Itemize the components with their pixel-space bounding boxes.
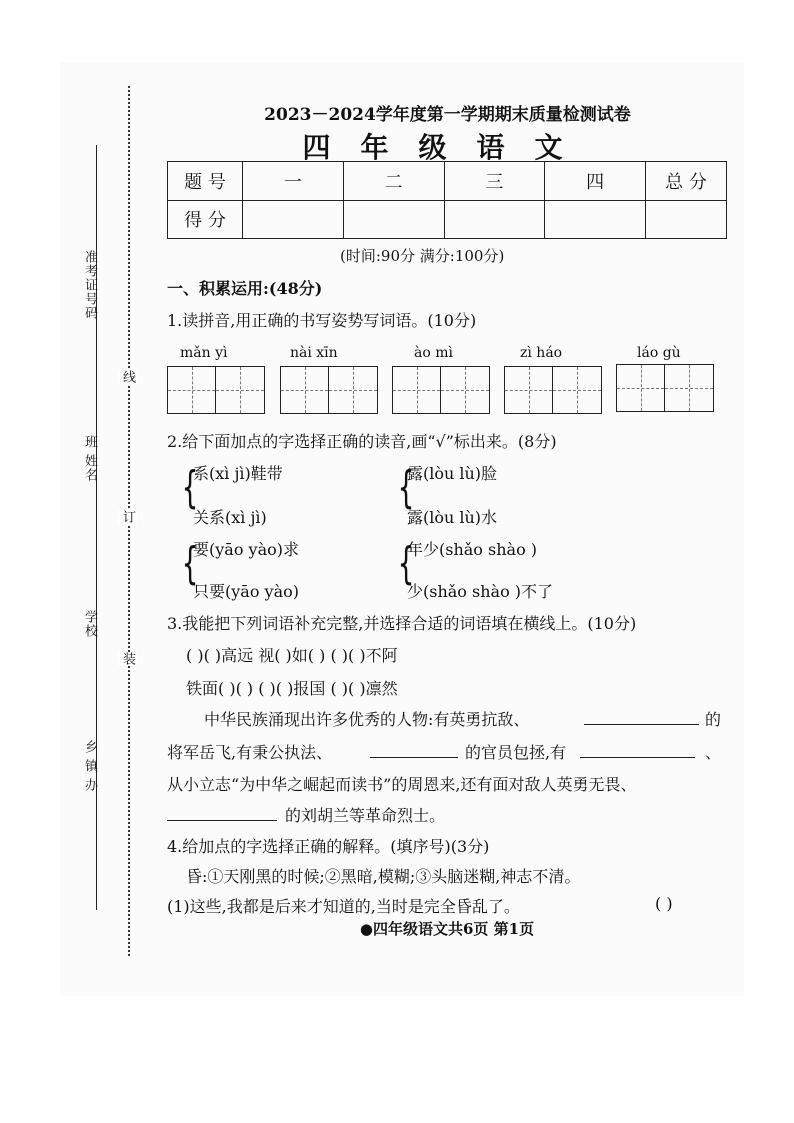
reading-item: 只要(yāo yào) <box>193 582 299 601</box>
reading-item: 露(lòu lù)水 <box>407 508 498 527</box>
score-cell[interactable] <box>243 200 344 239</box>
reading-item: 要(yāo yào)求 <box>193 540 299 559</box>
paragraph-text: 从小立志“为中华之崛起而读书”的周恩来,还有面对敌人英勇无畏、 <box>167 775 637 794</box>
paragraph-text: 、 <box>705 743 722 762</box>
ticket-number-label: 准考证号码 <box>82 250 97 320</box>
pinyin-1: mǎn yì <box>180 345 228 361</box>
score-header-cell: 总 分 <box>646 162 727 201</box>
pinyin-5: láo gù <box>637 345 681 361</box>
fill-blank[interactable] <box>580 757 695 758</box>
pinyin-2: nài xīn <box>290 345 338 361</box>
paragraph-text: 的刘胡兰等革命烈士。 <box>285 806 446 825</box>
idiom-line-1: ( )( )高远 视( )如( ) ( )( )不阿 <box>186 646 398 665</box>
score-header-cell: 二 <box>343 162 444 201</box>
score-cell[interactable] <box>343 200 444 239</box>
writing-grid[interactable] <box>280 366 378 414</box>
paragraph-text: 的 <box>705 710 722 729</box>
fill-blank[interactable] <box>370 757 458 758</box>
time-info: (时间:90分 满分:100分) <box>340 247 505 265</box>
line-mark: 线 <box>120 370 135 384</box>
score-row-label: 得 分 <box>168 200 243 239</box>
writing-grid[interactable] <box>392 366 490 414</box>
brace-icon: { <box>397 462 415 513</box>
pinyin-4: zì háo <box>520 345 563 361</box>
township-label: 乡 镇 办 <box>82 740 97 793</box>
brace-icon: { <box>181 462 199 513</box>
question-3: 3.我能把下列词语补充完整,并选择合适的词语填在横线上。(10分) <box>167 614 637 633</box>
ding-mark: 订 <box>120 510 135 524</box>
paragraph-text: 的官员包拯,有 <box>465 743 567 762</box>
score-table-header-row <box>168 162 727 201</box>
reading-item: 年少(shǎo shào ) <box>407 540 538 559</box>
subject-title: 四年级语文 <box>302 131 593 164</box>
fill-blank[interactable] <box>584 724 699 725</box>
brace-icon: { <box>397 538 415 589</box>
school-label: 学校 <box>82 610 97 638</box>
writing-grid[interactable] <box>616 364 714 412</box>
question-4: 4.给加点的字选择正确的解释。(填序号)(3分) <box>167 837 490 856</box>
fill-blank[interactable] <box>167 820 277 821</box>
score-cell[interactable] <box>545 200 646 239</box>
score-header-cell: 三 <box>444 162 545 201</box>
section-1-heading: 一、积累运用:(48分) <box>167 279 323 298</box>
zhuang-mark: 装 <box>120 652 135 666</box>
sub-question-1: (1)这些,我都是后来才知道的,当时是完全昏乱了。 <box>167 897 520 916</box>
score-table-score-row <box>168 200 727 239</box>
score-table <box>167 161 727 239</box>
brace-icon: { <box>181 538 199 589</box>
idiom-line-2: 铁面( )( ) ( )( )报国 ( )( )凛然 <box>186 679 398 698</box>
pinyin-3: ào mì <box>414 345 453 361</box>
reading-item: 关系(xì jì) <box>193 508 267 527</box>
writing-grid[interactable] <box>167 366 265 414</box>
paragraph-text: 中华民族涌现出许多优秀的人物:有英勇抗敌、 <box>204 710 530 729</box>
score-header-cell: 题 号 <box>168 162 243 201</box>
page-footer: ●四年级语文共6页 第1页 <box>359 920 535 938</box>
definition-text: 昏:①天刚黑的时候;②黑暗,模糊;③头脑迷糊,神志不清。 <box>186 867 581 886</box>
answer-paren[interactable]: ( ) <box>655 894 673 913</box>
score-cell[interactable] <box>646 200 727 239</box>
score-header-cell: 一 <box>243 162 344 201</box>
paragraph-text: 将军岳飞,有秉公执法、 <box>167 743 333 762</box>
question-2: 2.给下面加点的字选择正确的读音,画“√”标出来。(8分) <box>167 432 557 451</box>
score-header-cell: 四 <box>545 162 646 201</box>
reading-item: 少(shǎo shào )不了 <box>407 582 554 601</box>
reading-item: 系(xì jì)鞋带 <box>193 464 283 483</box>
score-cell[interactable] <box>444 200 545 239</box>
writing-grid[interactable] <box>504 366 602 414</box>
class-name-label: 班 姓名 <box>82 435 97 483</box>
exam-title: 2023－2024学年度第一学期期末质量检测试卷 <box>264 105 631 125</box>
question-1: 1.读拼音,用正确的书写姿势写词语。(10分) <box>167 311 477 330</box>
reading-item: 露(lòu lù)脸 <box>407 464 498 483</box>
